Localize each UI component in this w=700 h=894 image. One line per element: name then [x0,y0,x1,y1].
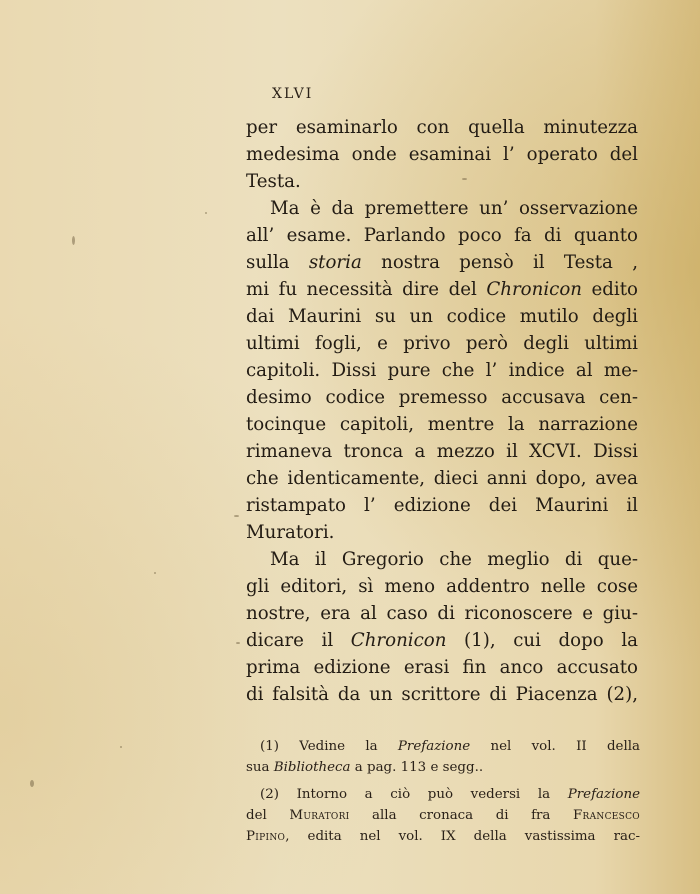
text-line: capitoli. Dissi pure che l’ indice al me- [246,360,638,381]
text-line: rimaneva tronca a mezzo il XCVI. Dissi [246,441,638,462]
footnote-2-line-3: Pipino, edita nel vol. IX della vastissima rac- [246,829,640,844]
paper-speck [462,178,467,180]
footnote-2-line-2: del Muratori alla cronaca di fra Francesco [246,808,640,823]
text-line: ultimi fogli, e privo però degli ultimi [246,333,638,354]
footnote-2-line-1: (2) Intorno a ciò può vedersi la Prefazione [260,787,640,802]
paper-speck [236,642,240,644]
text-line: ristampato l’ edizione dei Maurini il [246,495,638,516]
text-line: nostre, era al caso di riconoscere e giu- [246,603,638,624]
main-text [246,114,638,708]
text-line: gli editori, sì meno addentro nelle cose [246,576,638,597]
text-line: Testa. [246,171,301,192]
text-line: dicare il Chronicon (1), cui dopo la [246,630,638,651]
paper-speck [120,746,122,748]
text-line: desimo codice premesso accusava cen- [246,387,638,408]
text-line: Muratori. [246,522,335,543]
text-line: medesima onde esaminai l’ operato del [246,144,638,165]
text-line: mi fu necessità dire del Chronicon edito [246,279,638,300]
text-line: prima edizione erasi fin anco accusato [246,657,638,678]
footnote-1-line-2: sua Bibliotheca a pag. 113 e segg.. [246,760,484,775]
running-head: XLVI [272,86,314,102]
paper-speck [154,572,156,574]
paper-speck [234,515,239,517]
paper-speck [30,780,34,787]
text-line: Ma è da premettere un’ osservazione [270,198,638,219]
footnotes [246,736,640,847]
footnote-1-line-1: (1) Vedine la Prefazione nel vol. II della [260,739,640,754]
text-line: dai Maurini su un codice mutilo degli [246,306,638,327]
text-line: all’ esame. Parlando poco fa di quanto [246,225,638,246]
paper-speck [72,236,75,245]
text-line: sulla storia nostra pensò il Testa , [246,252,638,273]
text-line: di falsità da un scrittore di Piacenza (2), [246,684,638,705]
text-line: per esaminarlo con quella minutezza [246,117,638,138]
text-line: tocinque capitoli, mentre la narrazione [246,414,638,435]
paper-speck [205,212,207,214]
text-line: Ma il Gregorio che meglio di que- [270,549,638,570]
text-line: che identicamente, dieci anni dopo, avea [246,468,638,489]
